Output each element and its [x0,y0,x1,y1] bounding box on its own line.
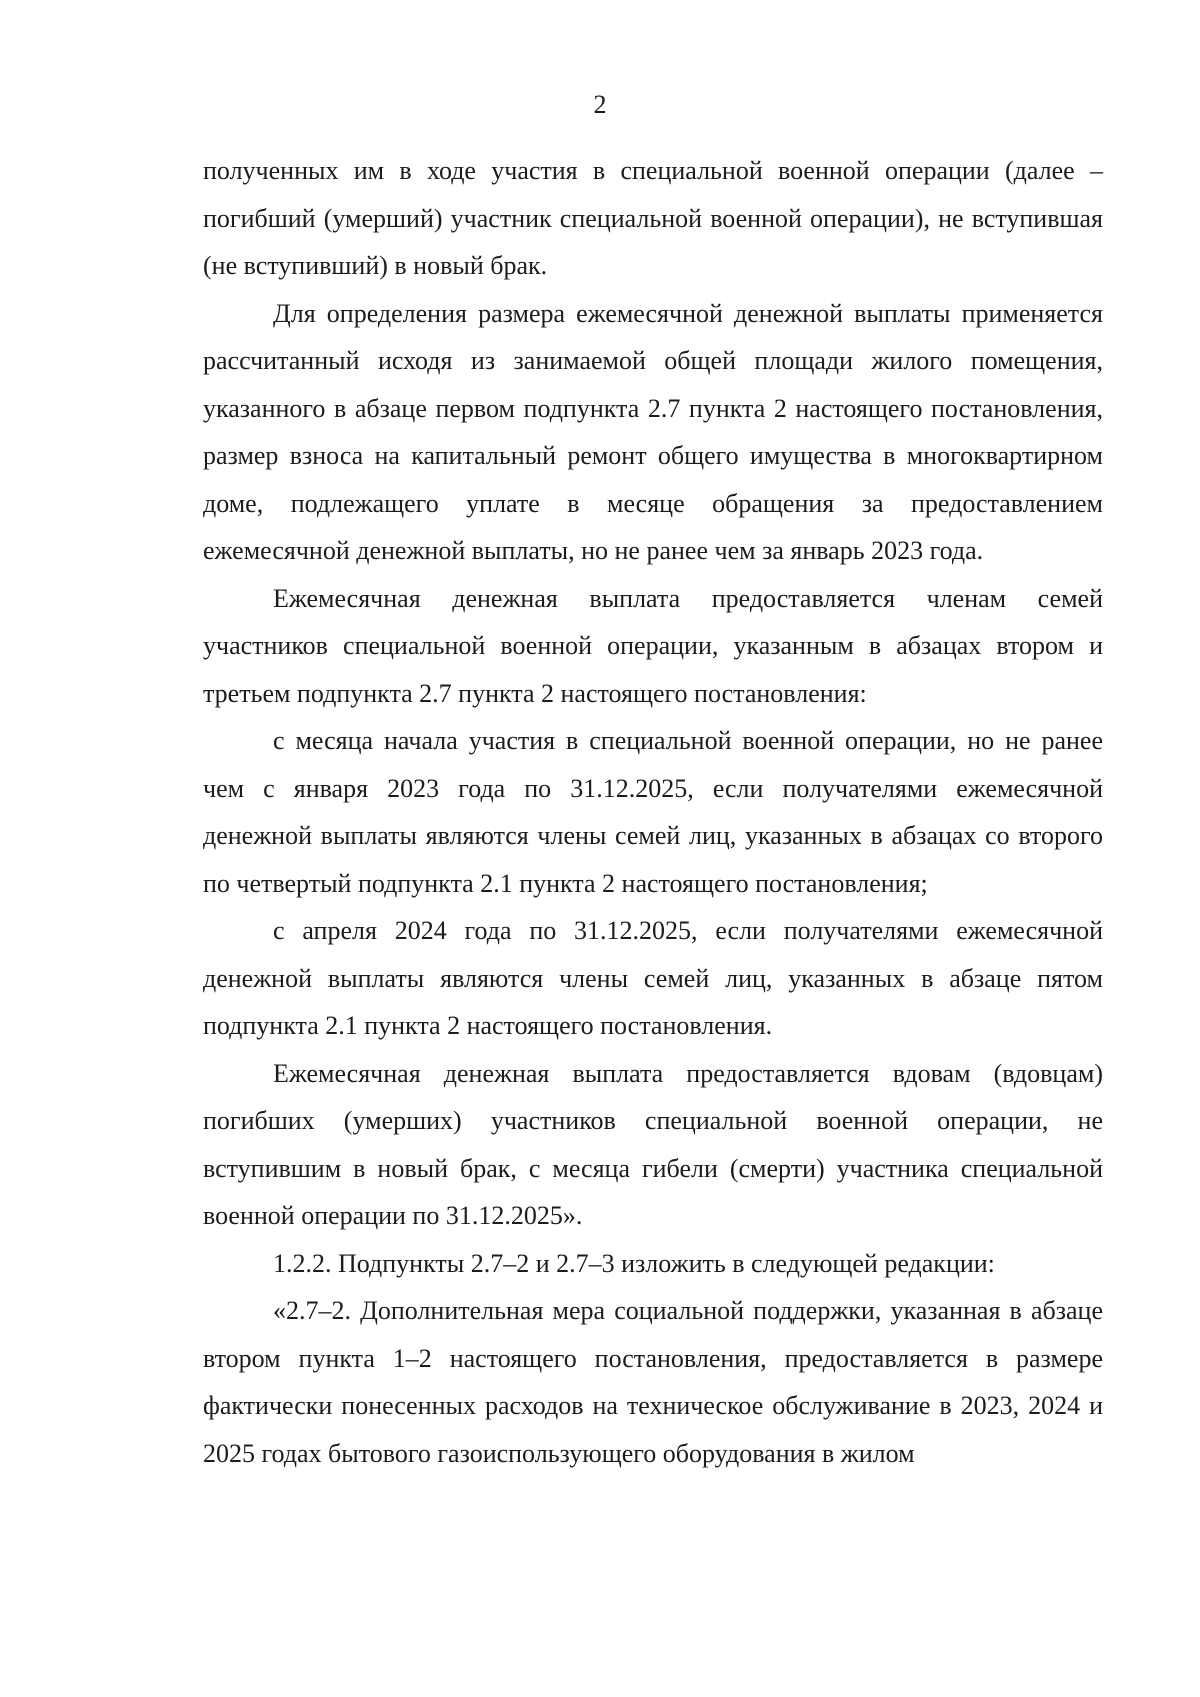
paragraph-widows: Ежемесячная денежная выплата предоставляется вдовам (вдовцам) погибших (умерших) участников специальной военной операции, не вступившим в новый брак, с месяца гибели (смерти) участника специальной военной операции по 31.12.2025». [203,1058,1103,1230]
document-body [203,147,1103,1477]
paragraph-continuation: полученных им в ходе участия в специальной военной операции (далее – погибший (умерший) участник специальной военной операции), не вступившая (не вступивший) в новый брак. [203,156,1103,280]
paragraph-additional-support: «2.7–2. Дополнительная мера социальной поддержки, указанная в абзаце втором пункта 1–2 настоящего постановления, предоставляется в размере фактически понесенных расходов на техническое обслуживание в 2023, 2024 и 2025 годах бытового газоиспользующего оборудования в жилом [203,1296,1103,1468]
paragraph-payment-size: Для определения размера ежемесячной денежной выплаты применяется рассчитанный исходя из занимаемой общей площади жилого помещения, указанного в абзаце первом подпункта 2.7 пункта 2 настоящего постановления, размер взноса на капитальный ремонт общего имущества в многоквартирном доме, подлежащего уплате в месяце обращения за предоставлением ежемесячной денежной выплаты, но не ранее чем за январь 2023 года. [203,298,1103,565]
paragraph-from-start-month: с месяца начала участия в специальной военной операции, но не ранее чем с января 2023 года по 31.12.2025, если получателями ежемесячной денежной выплаты являются члены семей лиц, указанных в абзацах со второго по четвертый подпункта 2.1 пункта 2 настоящего постановления; [203,726,1103,898]
page-number: 2 [593,90,607,119]
paragraph-from-april-2024: с апреля 2024 года по 31.12.2025, если получателями ежемесячной денежной выплаты являются члены семей лиц, указанных в абзаце пятом подпункта 2.1 пункта 2 настоящего постановления. [203,916,1103,1040]
paragraph-amendment-heading: 1.2.2. Подпункты 2.7–2 и 2.7–3 изложить в следующей редакции: [273,1248,995,1278]
paragraph-family-members: Ежемесячная денежная выплата предоставляется членам семей участников специальной военной операции, указанным в абзацах втором и третьем подпункта 2.7 пункта 2 настоящего постановления: [203,583,1103,708]
